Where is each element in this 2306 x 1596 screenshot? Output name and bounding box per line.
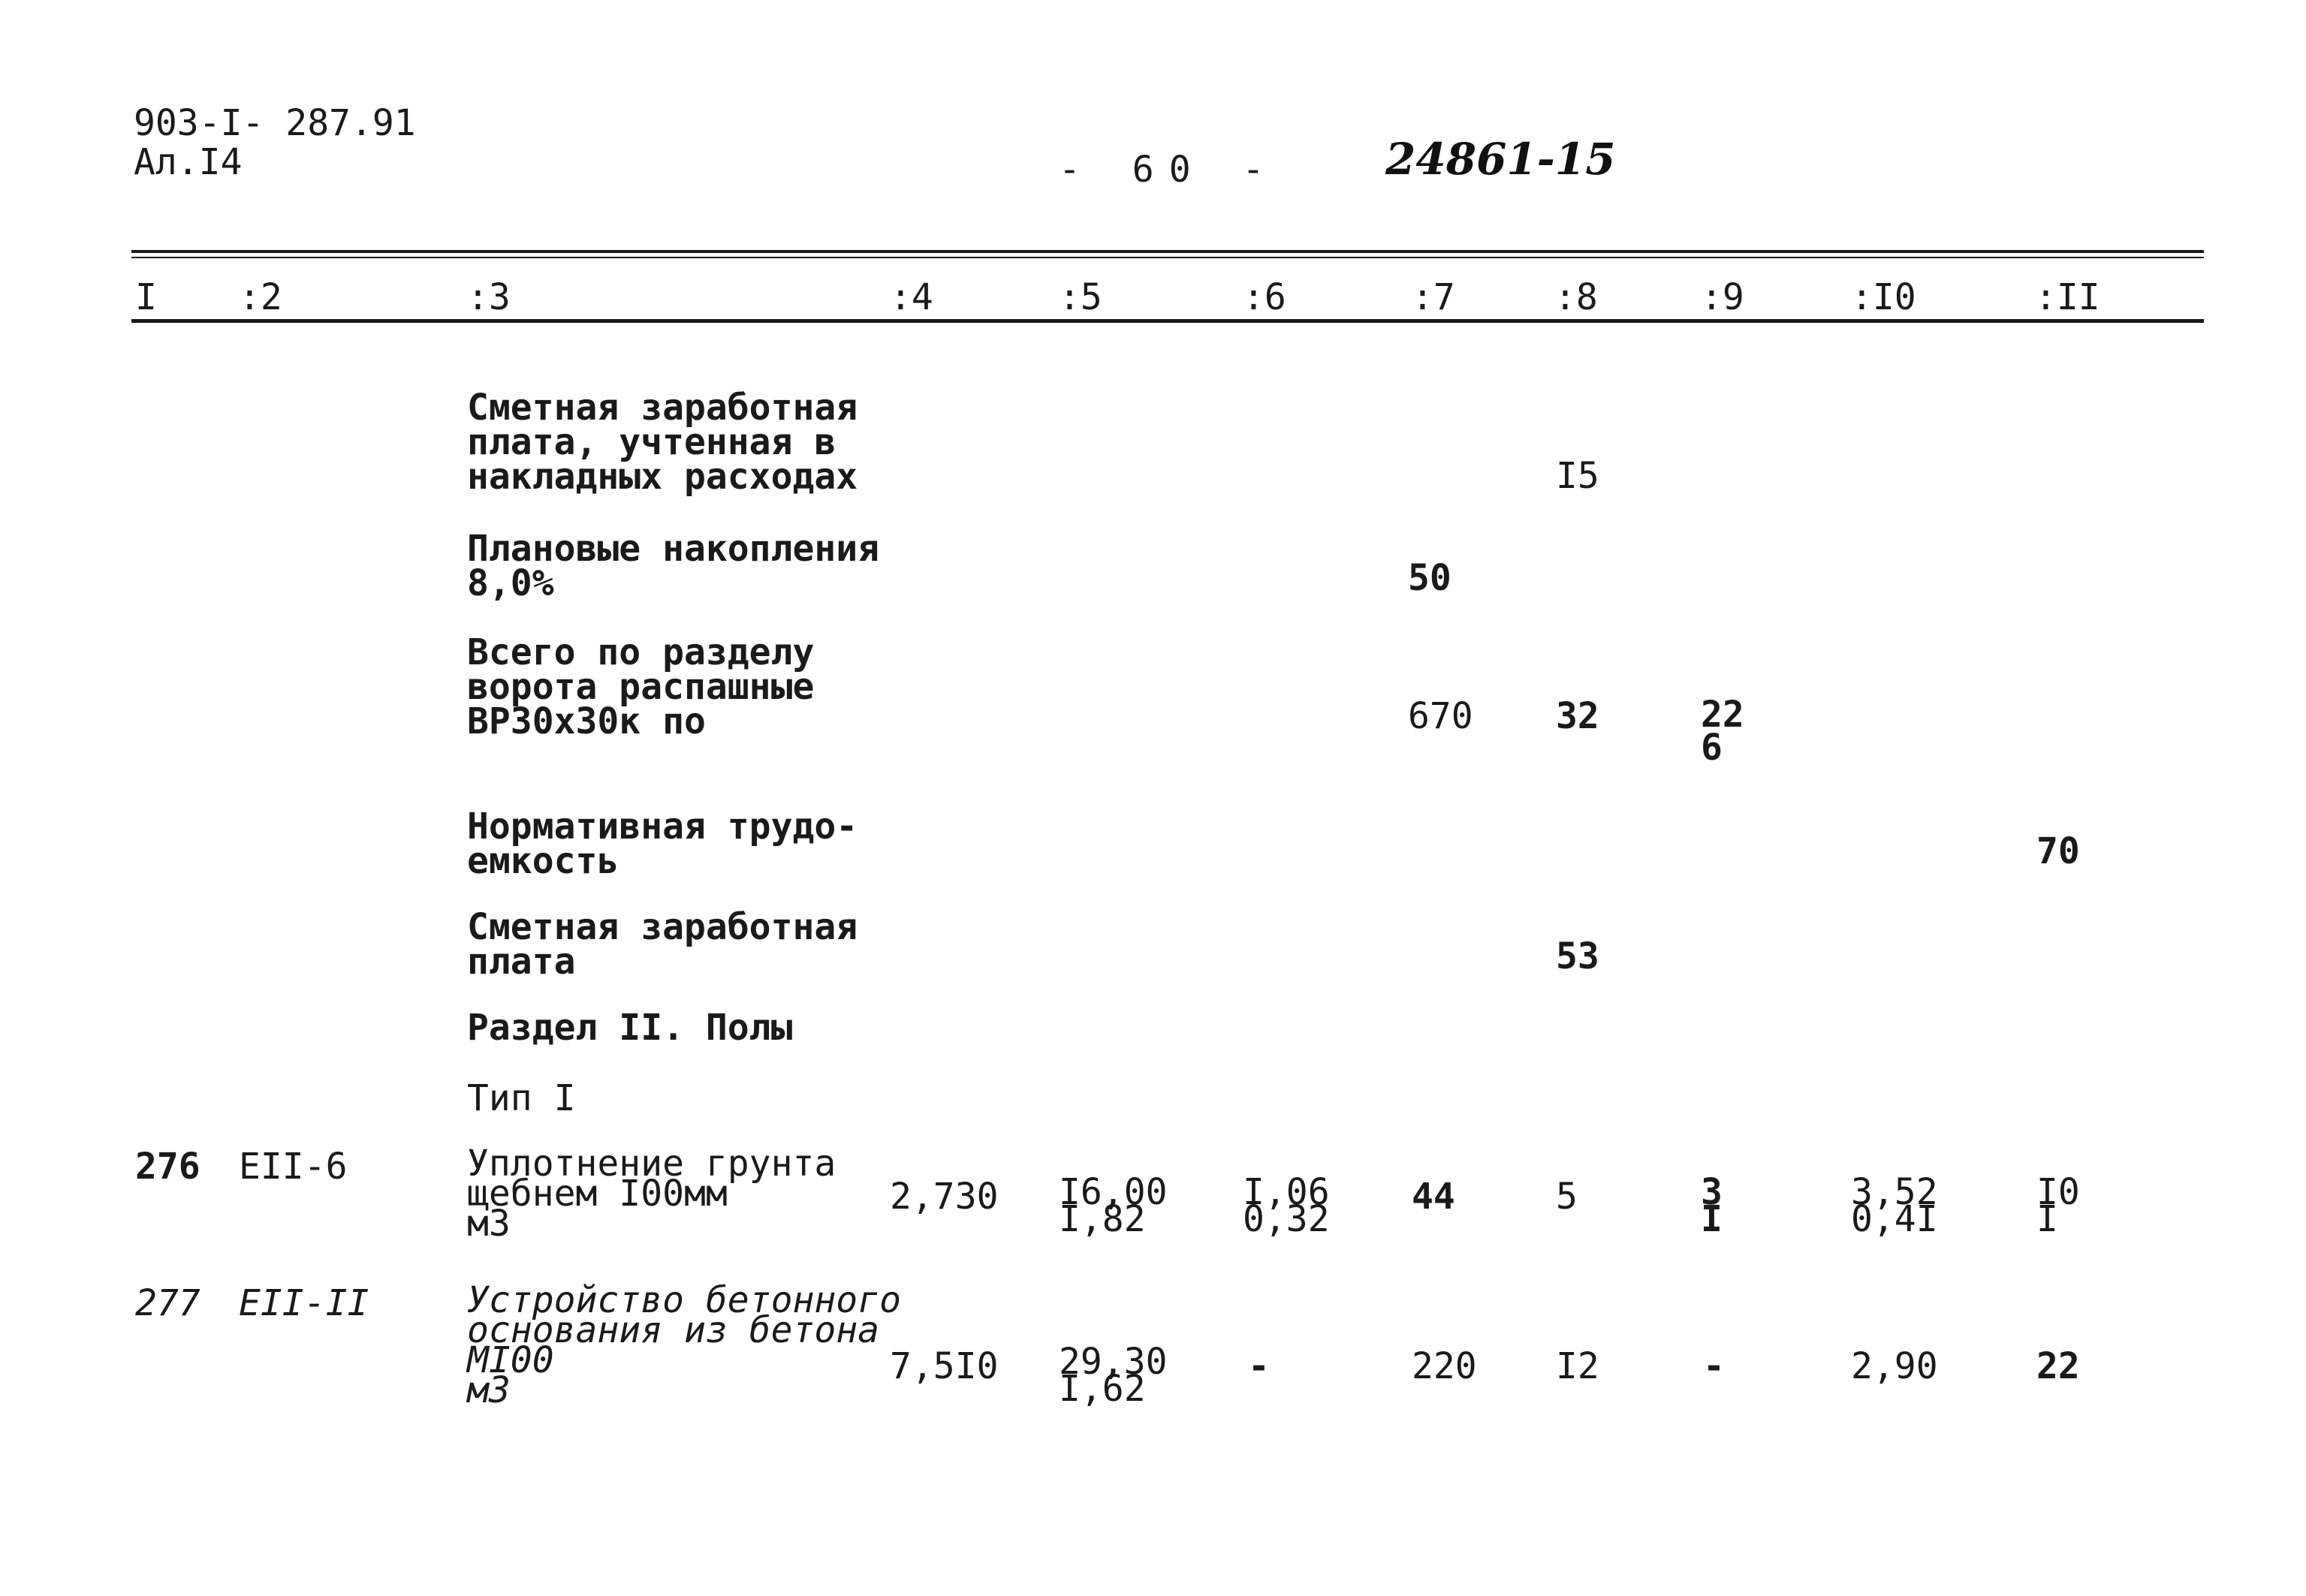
page-number: - 60 - [1059, 149, 1280, 191]
cell-col-8: 32 [1556, 695, 1599, 737]
column-header-10: :I0 [1851, 276, 1916, 318]
column-header-5: :5 [1059, 276, 1102, 318]
cell-col-11: I0 I [2036, 1171, 2080, 1240]
cell-col-4: 2,730 [890, 1176, 999, 1218]
cell-col-11: 22 [2036, 1345, 2080, 1387]
column-header-7: :7 [1412, 276, 1455, 318]
row-code: ЕII-II [239, 1282, 369, 1324]
column-header-9: :9 [1701, 276, 1744, 318]
cell-col-9: 22 6 [1701, 694, 1744, 769]
cell-col-9: - [1703, 1345, 1725, 1387]
column-header-2: :2 [239, 276, 282, 318]
cell-col-8: 5 [1556, 1176, 1578, 1218]
row-description: Всего по разделу ворота распашные ВР30х30к по [467, 631, 815, 742]
header-bottom-rule [131, 319, 2204, 323]
header-top-rule-2 [131, 257, 2204, 258]
cell-col-6: - [1248, 1345, 1270, 1387]
cell-col-5: 29,30 I,62 [1059, 1341, 1168, 1410]
album-number: Ал.I4 [134, 141, 243, 183]
row-description: Нормативная трудо- емкость [467, 806, 858, 882]
cell-col-7: 670 [1408, 695, 1473, 737]
row-description: Уплотнение грунта щебнем I00мм м3 [467, 1143, 836, 1245]
cell-col-9: 3 I [1701, 1171, 1723, 1240]
column-header-3: :3 [467, 276, 511, 318]
cell-col-7: 44 [1412, 1176, 1455, 1218]
column-header-11: :II [2035, 276, 2100, 318]
cell-col-10: 2,90 [1851, 1345, 1938, 1387]
cell-col-7: 220 [1412, 1345, 1477, 1387]
row-code: ЕII-6 [239, 1146, 348, 1188]
row-description: Сметная заработная плата [467, 906, 858, 983]
row-number: 276 [135, 1146, 200, 1188]
row-description: Сметная заработная плата, учтенная в накладных расходах [467, 387, 858, 498]
section-title: Раздел II. Полы [467, 1007, 793, 1049]
header-top-rule [131, 250, 2204, 253]
document-code: 903-I- 287.91 [134, 102, 416, 144]
handwritten-number: 24861-15 [1385, 134, 1616, 185]
cell-col-8: I2 [1556, 1345, 1599, 1387]
row-description: Плановые накопления 8,0% [467, 528, 880, 604]
column-header-8: :8 [1554, 276, 1598, 318]
column-header-4: :4 [890, 276, 933, 318]
cell-col-8: 53 [1556, 935, 1599, 977]
row-number: 277 [135, 1282, 200, 1324]
column-header-6: :6 [1243, 276, 1286, 318]
cell-col-10: 3,52 0,4I [1851, 1171, 1938, 1240]
type-label: Тип I [467, 1077, 576, 1119]
cell-col-11: 70 [2036, 830, 2080, 872]
cell-col-7: 50 [1408, 557, 1451, 599]
cell-col-5: I6,00 I,82 [1059, 1171, 1168, 1240]
cell-col-8: I5 [1556, 455, 1599, 497]
column-header-1: I [135, 276, 157, 318]
row-description: Устройство бетонного основания из бетона МI00 м3 [467, 1279, 901, 1411]
cell-col-6: I,06 0,32 [1243, 1171, 1330, 1240]
cell-col-4: 7,5I0 [890, 1345, 999, 1387]
